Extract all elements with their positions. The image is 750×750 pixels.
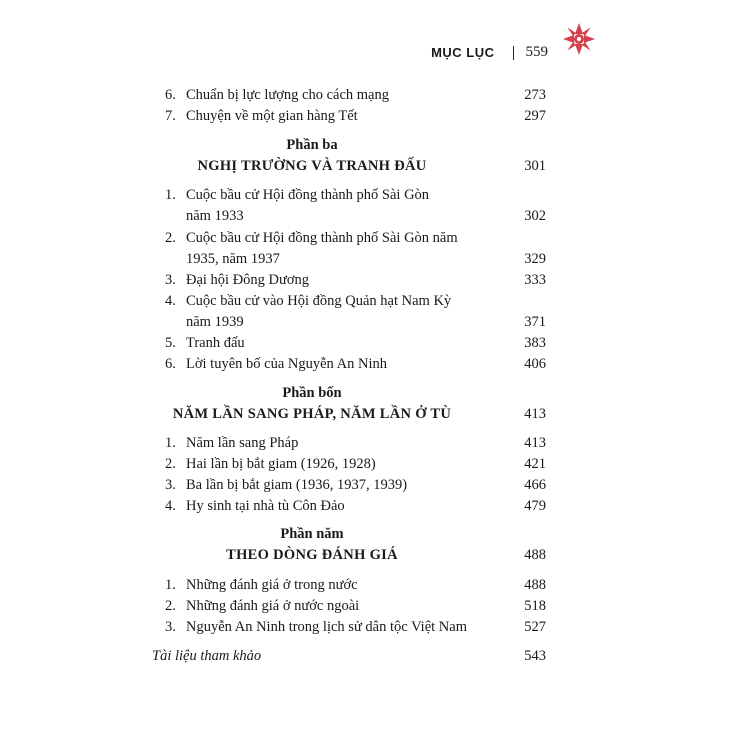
- entry-page: 383: [524, 335, 546, 351]
- entry-number: 1.: [165, 435, 176, 451]
- entry-number: 6.: [165, 87, 176, 103]
- entry-title: Những đánh giá ở nước ngoài: [186, 598, 360, 614]
- entry-title-line: Cuộc bầu cử vào Hội đồng Quản hạt Nam Kỳ: [186, 293, 452, 309]
- entry-title: Đại hội Đông Dương: [186, 272, 310, 288]
- entry-title-line: 1935, năm 1937: [186, 251, 280, 267]
- part-page: 301: [524, 158, 546, 174]
- entry-number: 6.: [165, 356, 176, 372]
- part-title: THEO DÒNG ĐÁNH GIÁ: [226, 547, 398, 563]
- entry-title-line: năm 1933: [186, 208, 244, 224]
- section-name: MỤC LỤC: [431, 45, 495, 60]
- entry-title: Lời tuyên bố của Nguyễn An Ninh: [186, 356, 387, 372]
- entry-title-line: Cuộc bầu cử Hội đồng thành phố Sài Gòn năm: [186, 230, 458, 246]
- references-page: 543: [524, 648, 546, 664]
- entry-number: 1.: [165, 577, 176, 593]
- entry-page: 466: [524, 477, 546, 493]
- entry-title: Hai lần bị bắt giam (1926, 1928): [186, 456, 376, 472]
- part-label: Phần năm: [280, 526, 344, 542]
- entry-number: 3.: [165, 619, 176, 635]
- entry-title: [186, 228, 486, 270]
- entry-title: [186, 185, 486, 227]
- entry-page: 273: [524, 87, 546, 103]
- entry-title: Những đánh giá ở trong nước: [186, 577, 358, 593]
- part-page: 488: [524, 547, 546, 563]
- entry-page: 297: [524, 108, 546, 124]
- header-divider: [513, 46, 514, 60]
- entry-title: [186, 291, 486, 333]
- entry-page: 406: [524, 356, 546, 372]
- entry-title-line: năm 1939: [186, 314, 244, 330]
- entry-number: 2.: [165, 456, 176, 472]
- part-page: 413: [524, 406, 546, 422]
- part-title: NGHỊ TRƯỜNG VÀ TRANH ĐẤU: [197, 158, 427, 174]
- entry-title-line: Cuộc bầu cử Hội đồng thành phố Sài Gòn: [186, 187, 430, 203]
- entry-number: 7.: [165, 108, 176, 124]
- entry-title: Nguyễn An Ninh trong lịch sử dân tộc Việt Nam: [186, 619, 467, 635]
- entry-number: 3.: [165, 272, 176, 288]
- entry-page: 479: [524, 498, 546, 514]
- entry-page: 488: [524, 577, 546, 593]
- part-title: NĂM LẦN SANG PHÁP, NĂM LẦN Ở TÙ: [172, 406, 452, 422]
- entry-number: 4.: [165, 293, 176, 309]
- entry-page: 329: [524, 251, 546, 267]
- entry-number: 4.: [165, 498, 176, 514]
- entry-number: 2.: [165, 598, 176, 614]
- entry-page: 518: [524, 598, 546, 614]
- entry-title: Chuyện về một gian hàng Tết: [186, 108, 358, 124]
- part-label: Phần ba: [286, 137, 338, 153]
- entry-page: 413: [524, 435, 546, 451]
- entry-page: 302: [524, 208, 546, 224]
- entry-title: Chuẩn bị lực lượng cho cách mạng: [186, 87, 389, 103]
- entry-page: 371: [524, 314, 546, 330]
- publisher-logo-icon: [562, 22, 596, 56]
- entry-number: 2.: [165, 230, 176, 246]
- page-number: 559: [525, 44, 548, 60]
- entry-title: Ba lần bị bắt giam (1936, 1937, 1939): [186, 477, 408, 493]
- entry-number: 1.: [165, 187, 176, 203]
- part-label: Phần bốn: [282, 385, 342, 401]
- entry-title: Năm lần sang Pháp: [186, 435, 299, 451]
- entry-page: 421: [524, 456, 546, 472]
- references-title: Tài liệu tham khảo: [152, 648, 262, 664]
- entry-number: 5.: [165, 335, 176, 351]
- entry-number: 3.: [165, 477, 176, 493]
- entry-title: Hy sinh tại nhà tù Côn Đảo: [186, 498, 345, 514]
- running-header: [431, 44, 548, 61]
- entry-page: 333: [524, 272, 546, 288]
- entry-page: 527: [524, 619, 546, 635]
- entry-title: Tranh đấu: [186, 335, 245, 351]
